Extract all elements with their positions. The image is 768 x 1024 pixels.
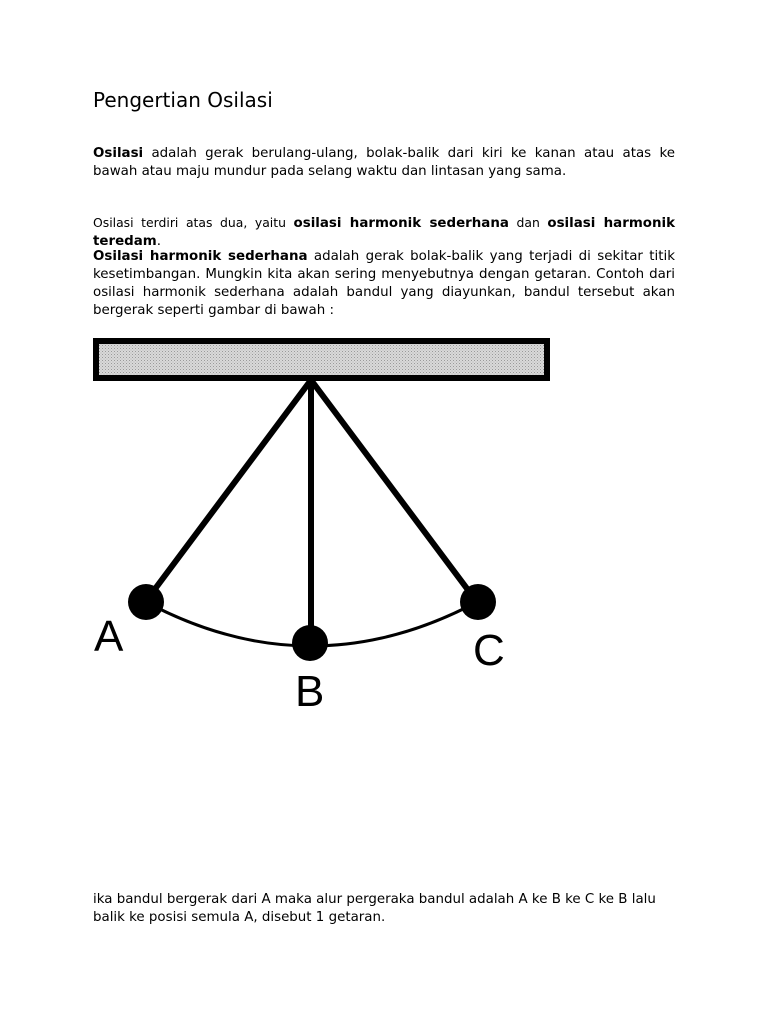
label-c: C	[473, 626, 505, 675]
term-harmonik-teredam: osilasi harmonik teredam	[93, 216, 675, 249]
term-osilasi-harmonik-sederhana: Osilasi harmonik sederhana	[93, 249, 308, 264]
label-a: A	[94, 612, 124, 661]
pendulum-string-left	[146, 380, 311, 601]
label-b: B	[295, 667, 325, 716]
types-end: .	[156, 234, 162, 249]
pendulum-support-bar	[96, 341, 547, 378]
term-harmonik-sederhana: osilasi harmonik sederhana	[293, 216, 509, 231]
closing-paragraph	[93, 891, 675, 927]
swing-arc	[146, 602, 477, 646]
types-paragraph	[93, 214, 675, 251]
simple-harmonic-paragraph	[93, 248, 675, 320]
types-conjunction: dan	[508, 215, 548, 230]
closing-text: ika bandul bergerak dari A maka alur pergeraka bandul adalah A ke B ke C ke B lalu balik ke posisi semula A, disebut 1 getaran.	[93, 892, 656, 925]
term-osilasi: Osilasi	[93, 146, 144, 161]
pendulum-bob-b	[292, 625, 328, 661]
simple-harmonic-text: adalah gerak bolak-balik yang terjadi di sekitar titik kesetimbangan. Mungkin kita akan sering menyebutnya dengan getaran. Contoh dari osilasi harmonik sederhana adalah bandul yang diayunkan, bandul tersebut akan bergerak seperti gambar di bawah :	[93, 249, 675, 318]
page-title: Pengertian Osilasi	[93, 88, 273, 112]
definition-text: adalah gerak berulang-ulang, bolak-balik dari kiri ke kanan atau atas ke bawah atau maju mundur pada selang waktu dan lintasan yang sama.	[93, 146, 675, 179]
types-intro: Osilasi terdiri atas dua, yaitu	[93, 215, 294, 230]
pendulum-string-right	[311, 380, 477, 602]
pendulum-bob-a	[128, 584, 164, 620]
pendulum-bob-c	[460, 584, 496, 620]
definition-paragraph	[93, 145, 675, 181]
